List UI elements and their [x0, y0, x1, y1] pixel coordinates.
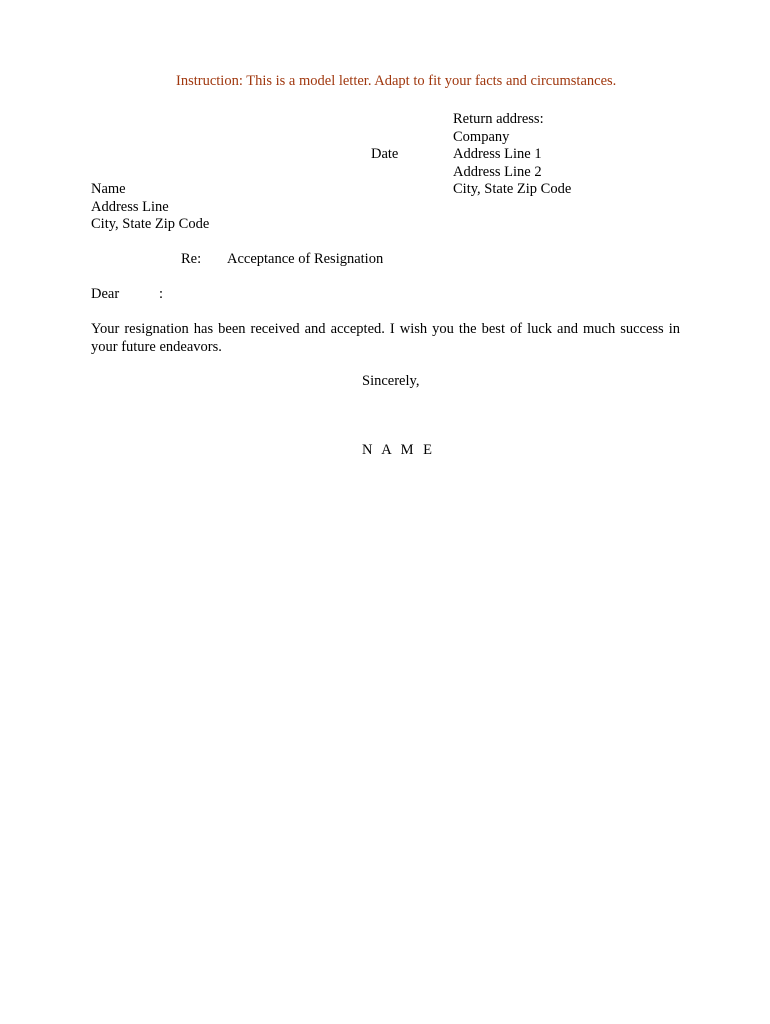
- recipient-city-state-zip: City, State Zip Code: [91, 216, 210, 232]
- return-address-city-state-zip: City, State Zip Code: [453, 181, 572, 197]
- closing: Sincerely,: [362, 373, 420, 389]
- re-subject: Acceptance of Resignation: [227, 251, 384, 267]
- salutation: Dear: [91, 286, 120, 302]
- re-label: Re:: [181, 251, 202, 267]
- return-address-company: Company: [453, 128, 510, 145]
- date-field: Date: [371, 146, 399, 162]
- return-address-line-2: Address Line 2: [453, 163, 542, 180]
- recipient-name: Name: [91, 181, 126, 197]
- salutation-colon: :: [159, 286, 164, 302]
- signature-name: N A M E: [362, 442, 435, 458]
- recipient-address-block: [91, 181, 209, 234]
- instruction-note: Instruction: This is a model letter. Adapt to fit your facts and circumstances.: [176, 73, 617, 89]
- return-address-line-1: Address Line 1: [453, 146, 542, 162]
- return-address-block: [453, 111, 571, 199]
- recipient-address-line: Address Line: [91, 198, 169, 215]
- letter-body: Your resignation has been received and accepted. I wish you the best of luck and much success in your future endeavors.: [91, 321, 680, 355]
- return-address-label: Return address:: [453, 111, 544, 127]
